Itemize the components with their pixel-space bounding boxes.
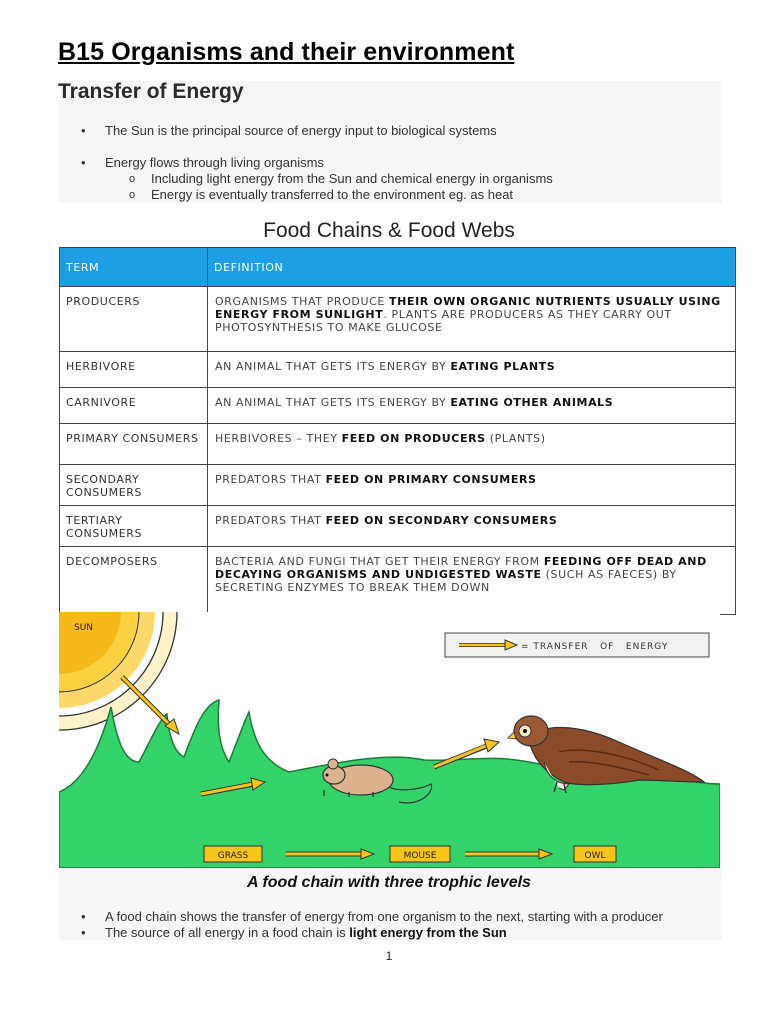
definition-cell: PREDATORS THAT FEED ON SECONDARY CONSUMERS: [208, 506, 736, 547]
table-row: [60, 424, 736, 465]
mouse-label-box: [390, 846, 450, 862]
bullet-icon: •: [81, 909, 86, 924]
bullet-icon: •: [81, 155, 86, 170]
term-cell: PRIMARY CONSUMERS: [60, 424, 208, 465]
food-chain-diagram: [59, 612, 720, 868]
page-title: B15 Organisms and their environment: [58, 38, 515, 66]
sub-bullet-text: Including light energy from the Sun and chemical energy in organisms: [151, 171, 553, 186]
term-cell: DECOMPOSERS: [60, 547, 208, 615]
definition-cell: PREDATORS THAT FEED ON PRIMARY CONSUMERS: [208, 465, 736, 506]
bullet-text: Energy flows through living organisms: [105, 155, 324, 170]
table-header-row: [60, 248, 736, 287]
term-cell: PRODUCERS: [60, 287, 208, 352]
table-row: [60, 465, 736, 506]
definition-cell: AN ANIMAL THAT GETS ITS ENERGY BY EATING OTHER ANIMALS: [208, 388, 736, 424]
bullet-item: [81, 123, 497, 139]
page-number: 1: [385, 949, 393, 963]
grass-label-box: [204, 846, 262, 862]
table-row: [60, 388, 736, 424]
bullet-item: [81, 925, 507, 941]
term-cell: HERBIVORE: [60, 352, 208, 388]
bullet-icon: •: [81, 925, 86, 940]
definition-cell: BACTERIA AND FUNGI THAT GET THEIR ENERGY FROM FEEDING OFF DEAD AND DECAYING ORGANISMS AND UNDIGESTED WASTE (SUCH AS FAECES) BY SECRETING ENZYMES TO BREAK THEM DOWN: [208, 547, 736, 615]
table-row: [60, 547, 736, 615]
legend-label: = TRANSFER OF ENERGY: [521, 642, 669, 652]
bullet-text: The Sun is the principal source of energy input to biological systems: [105, 123, 497, 138]
circle-bullet-icon: o: [129, 173, 136, 185]
sun-label: SUN: [74, 623, 94, 633]
table-row: [60, 287, 736, 352]
sub-bullet-item: [129, 171, 553, 187]
definition-cell: AN ANIMAL THAT GETS ITS ENERGY BY EATING PLANTS: [208, 352, 736, 388]
bullet-icon: •: [81, 123, 86, 138]
bullet-text: The source of all energy in a food chain is: [105, 925, 350, 940]
grass-label: GRASS: [217, 851, 249, 861]
term-cell: TERTIARY CONSUMERS: [60, 506, 208, 547]
definition-cell: ORGANISMS THAT PRODUCE THEIR OWN ORGANIC NUTRIENTS USUALLY USING ENERGY FROM SUNLIGHT. PLANTS ARE PRODUCERS AS THEY CARRY OUT PHOTOSYNTHESIS TO MAKE GLUCOSE: [208, 287, 736, 352]
definitions-table: [59, 247, 736, 615]
sub-bullet-item: [129, 187, 514, 203]
bullet-text: A food chain shows the transfer of energy from one organism to the next, starting with a producer: [105, 909, 663, 924]
term-cell: CARNIVORE: [60, 388, 208, 424]
header-definition: DEFINITION: [208, 248, 736, 287]
table-row: [60, 506, 736, 547]
owl-label: OWL: [584, 851, 606, 861]
term-cell: SECONDARY CONSUMERS: [60, 465, 208, 506]
bullet-emphasis: light energy from the Sun: [349, 925, 507, 940]
legend: [445, 633, 709, 657]
table-title: Food Chains & Food Webs: [263, 219, 515, 242]
definition-cell: HERBIVORES – THEY FEED ON PRODUCERS (PLANTS): [208, 424, 736, 465]
table-row: [60, 352, 736, 388]
mouse-label: MOUSE: [403, 851, 437, 861]
owl-label-box: [574, 846, 616, 862]
sub-bullet-text: Energy is eventually transferred to the environment eg. as heat: [151, 187, 514, 202]
bullet-item: [81, 155, 324, 171]
circle-bullet-icon: o: [129, 189, 136, 201]
section-heading: Transfer of Energy: [58, 80, 244, 103]
header-term: TERM: [60, 248, 208, 287]
bullet-item: [81, 909, 663, 925]
figure-caption: A food chain with three trophic levels: [247, 874, 531, 891]
